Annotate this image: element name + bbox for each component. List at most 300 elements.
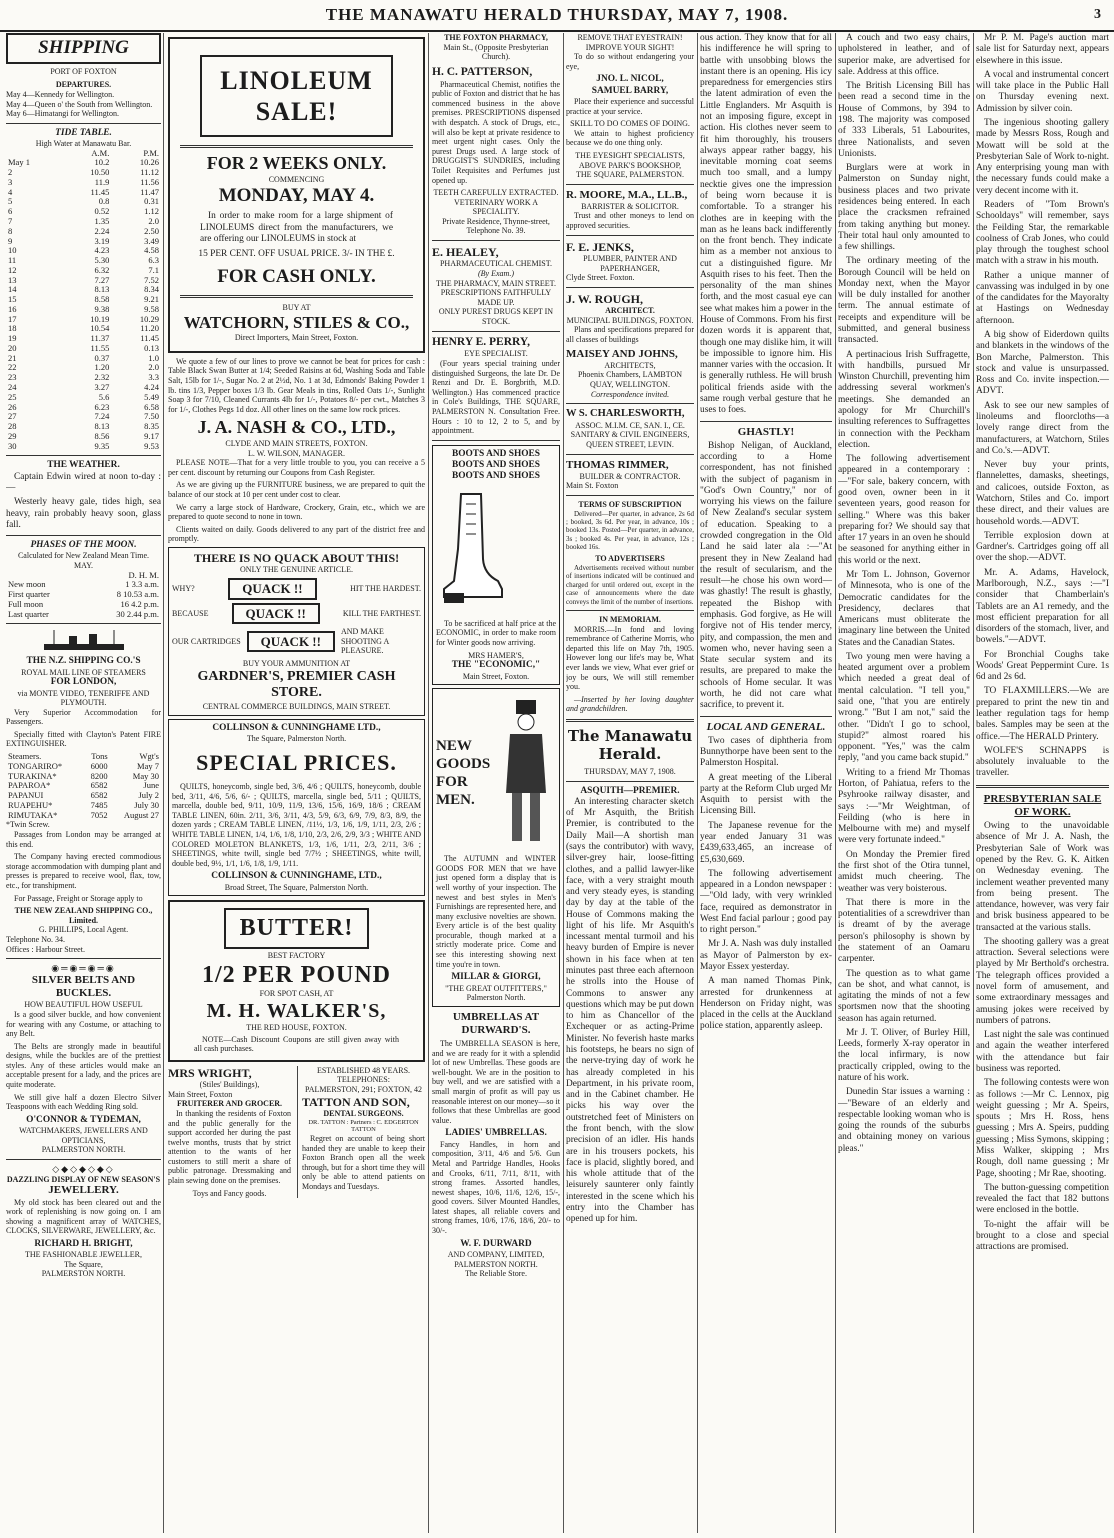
tide-row (6, 354, 161, 364)
column-3 (432, 33, 560, 1533)
news-item: A big show of Eiderdown quilts and blankets in the windows of the Bon Marche, Palmerston. This stock and value is unsurpassed. Ross and Co. invite inspection.—ADVT. (976, 330, 1109, 397)
presbyterian-body: Last night the sale was continued and again the weather interfered with the attendance but fair business was reported. (976, 1030, 1109, 1074)
durward-sub: AND COMPANY, LIMITED, (447, 1249, 545, 1259)
presbyterian-body: Owing to the unavoidable absence of Mr J. A. Nash, the Presbyterian Sale of Work was opened by the Rev. G. K. Aitken on Wednesday evening. The inclement weather prevented many from being present. The attendance, however, was very fair and brisk business appeared to be transacted at the various stalls. (976, 821, 1109, 933)
tide-cell: 18 (8, 323, 17, 334)
rimmer-name: THOMAS RIMMER, (566, 458, 669, 471)
tide-cell: 2.50 (144, 225, 159, 236)
news-item: A pertinacious Irish Suffragette, with handbills, pursued Mr Winston Churchill, preventing him addressing several workmen's meetings. She demanded an apology for Mr Churchill's insulting references to Suffragettes in connection with the Peckham election. (838, 349, 970, 450)
tide-cell: 8.13 (94, 284, 110, 295)
buy-ammunition: BUY YOUR AMMUNITION AT (242, 658, 351, 668)
charlesworth-name: W S. CHARLESWORTH, (566, 408, 685, 420)
steamer-row (6, 811, 161, 821)
wright-name: MRS WRIGHT, (168, 1065, 252, 1080)
memoriam-heading: IN MEMORIAM. (599, 615, 661, 624)
tide-cell: 17 (8, 313, 17, 324)
eye-intro: To do so without endangering your eye, (566, 52, 694, 71)
nash-note: As we are giving up the FURNITURE business, we are prepared to quit the balance of our stock at 10 per cent under cost to clear. (168, 480, 425, 499)
linoleum-ad (168, 37, 425, 353)
tide-cell: 1.12 (144, 206, 159, 217)
collinson-address: Broad Street, The Square, Palmerston North. (224, 882, 369, 892)
column-rule (973, 33, 974, 1533)
herald-date: THURSDAY, MAY 7, 1908. (584, 766, 676, 776)
tatton-partners: DR. TATTON : Partners : C. EDGERTON TATTON (308, 1118, 419, 1134)
eye-body: Place their experience and successful practice at your service. (566, 96, 694, 116)
tide-cell: 8.13 (94, 421, 110, 432)
wright-ad (168, 1066, 291, 1199)
rough-trade: ARCHITECT. (605, 306, 655, 316)
tide-row (6, 315, 161, 325)
durward-store: The Reliable Store. (465, 1269, 527, 1279)
news-item: WOLFE'S SCHNAPPS is absolutely invaluable to the traveller. (976, 745, 1109, 779)
news-item: Mr Tom L. Johnson, Governor of Minnesota, who is one of the Democratic candidates for the Presidency, declares that Americans must obliterate the imaginary line between the United States and the Canadian States. (838, 569, 970, 648)
tide-cell: 7 (8, 216, 13, 226)
tide-cell: 11 (8, 255, 17, 266)
perry-trade: EYE SPECIALIST. (464, 349, 528, 359)
linoleum-heading: LINOLEUM SALE! (200, 55, 393, 137)
veterinary-work: VETERINARY WORK A SPECIALITY. (454, 197, 538, 217)
oconnor-place: PALMERSTON NORTH. (41, 1145, 126, 1155)
shipping-logo: SHIPPING (6, 33, 161, 64)
tide-row (6, 432, 161, 442)
tide-row (6, 334, 161, 344)
steamer-header: Tons (91, 751, 108, 762)
commencing: COMMENCING (268, 174, 325, 184)
walker-note: NOTE—Cash Discount Coupons are still given away with all cash purchases. (194, 1034, 399, 1054)
healey-address: THE PHARMACY, MAIN STREET. (436, 278, 556, 288)
tide-cell: 9.53 (144, 440, 159, 451)
local-item: Mr J. A. Nash was duly installed as Mayor of Palmerston by ex-Mayor Essex yesterday. (700, 939, 832, 973)
news-item: TO FLAXMILLERS.—We are prepared to print the new tin and leather regulation tags for hemp bales. Samples may be seen at the office.—The HERALD Printery. (976, 686, 1109, 742)
tatton-telephones: TELEPHONES: (337, 1075, 390, 1085)
tide-cell: 3.19 (94, 235, 110, 246)
tide-cell: 7.1 (148, 264, 159, 275)
autumn-body: The AUTUMN and WINTER GOODS FOR MEN that we have just opened form a display that is well worthy of your inspection. The newest and best styles in Men's Furnishings are represented here, and many exclusive novelties are shown. Every article is of the best quality procurable, though marked at a strictly moderate price. Come and see this interesting showing next time you're in town. (436, 854, 556, 969)
news-item: The ordinary meeting of the Borough Council will be held on Monday next, when the Mayor will be duly installed for another term. The annual estimate of receipts and expenditure will be submitted, and general business transacted. (838, 256, 970, 346)
tide-row (6, 305, 161, 315)
bright-trade: THE FASHIONABLE JEWELLER, (25, 1250, 142, 1260)
moon-cell: 8 10.53 a.m. (116, 589, 159, 600)
advertisers-heading: TO ADVERTISERS (595, 554, 665, 564)
maisey-address: Phoenix Chambers, LAMBTON QUAY, WELLINGTON. (577, 370, 683, 389)
news-item: Rather a unique manner of canvassing was indulged in by one of the candidates for the Mayoralty at Hastings on Wednesday afternoon. (976, 270, 1109, 326)
tide-cell: 8.56 (94, 430, 110, 441)
advertisers-body: Advertisements received without number of insertions indicated will be continued and charged for until ordered out, except in the case of announcements where the date conveys the limit of the number of insertions. (566, 564, 694, 606)
asquith-body: An interesting character sketch of Mr Asquith, the British Premier, is contributed to the Daily Mail—A shortish man (says the contributor) with wavy, silver-grey hair, loose-fitting clothes, and a pallid lawyer-like face, with a very straight mouth and very steady eyes, is standing day by day at the table of the House of Commons making the light of his life. Mr Asquith's incessant mental turmoil and his heavy burden of Empire is never shown in his face when at ten minutes past three each afternoon he strolls into the House of Commons to answer any questions which may be put down to him as Chancellor of the Exchequer or as acting-Prime Minister. No feverish haste marks his footsteps, he bears no sign of the nerve-trying day of work he has already completed in his Department, in his private room, and in the Cabinet chamber. He picks his way over the outstretched feet of Ministers on the front bench, with the slow precision of an idler. His hands are in his trousers pockets, his face is placid, slightly bored, and his whole attitude that of the leisurely saunterer only faintly interested in the scene which his entry into the Chamber has opened up for him. (566, 796, 694, 1225)
tatton-telephone-numbers: PALMERSTON, 291; FOXTON, 42 (305, 1084, 422, 1094)
news-item: Never buy your prints, flannelettes, damasks, sheetings, and calicoes, outside Foxton, as Watchorn, Stiles and Co. import these direct, and their values are household words.—ADVT. (976, 460, 1109, 527)
moon-cell: 30 2.44 p.m. (116, 608, 159, 619)
tide-cell: 11.56 (140, 176, 159, 187)
jenks-name: F. E. JENKS, (566, 239, 634, 254)
tide-row (6, 197, 161, 207)
skill-motto: SKILL TO DO COMES OF DOING. (570, 119, 690, 129)
perry-body: (Four years special training under distinguished Surgeons, the late Dr. De Renzi and Dr. E. Borgbrith, M.D. Wellington.) Has commenced practice in Cole's Buildings, THE SQUARE, PALMERSTON N. Consultation Free. Hours : 10 to 12, 2 to 5, and by appointment. (432, 359, 560, 436)
tide-cell: 8.35 (144, 421, 159, 432)
tide-cell: 11.55 (90, 342, 110, 353)
tide-cell: 0.52 (94, 206, 110, 217)
tide-cell: 11.45 (140, 333, 159, 344)
nz-shipping-body: Specially fitted with Clayton's Patent FIRE EXTINGUISHER. (6, 729, 161, 749)
jewellery-heading: JEWELLERY. (48, 1184, 119, 1197)
boots-heading: BOOTS AND SHOES (451, 471, 541, 482)
rimmer-trade: BUILDER & CONTRACTOR. (579, 471, 681, 481)
tide-cell: 6.23 (94, 401, 110, 412)
tide-row (6, 207, 161, 217)
steamer-cell: RIMUTAKA* (8, 809, 58, 820)
terms-heading: TERMS OF SUBSCRIPTION (578, 499, 682, 509)
millar-name: MILLAR & GIORGI, (451, 972, 541, 983)
tide-row (6, 266, 161, 276)
news-item: Two young men were having a heated argument over a problem which needed a great deal of mental calculation. "I tell you," said one, "that you are entirely wrong." "But I am not," said the other. "Didn't I go to school, stupid?" almost roared his opponent. "Yes," was the calm reply, "and you came back stupid." (838, 651, 970, 764)
nz-shipping-title: THE N.Z. SHIPPING CO.'S (26, 656, 141, 667)
tide-cell: 25 (8, 391, 17, 402)
memoriam-body: MORRIS.—In fond and loving remembrance of Catherine Morris, who departed this life on May 7th, 1905. However long our life's may be, What ever lands we view, What ever grief or joy be ours, We will still remember you. (566, 624, 694, 692)
weather-heading: THE WEATHER. (47, 460, 120, 471)
nz-shipping-line: via MONTE VIDEO, TENERIFFE AND PLYMOUTH. (17, 688, 150, 708)
local-item: A great meeting of the Liberal party at the Reform Club urged Mr Asquith to persist with the Licensing Bill. (700, 772, 832, 817)
healey-drugs: ONLY PUREST DRUGS KEPT IN STOCK. (438, 307, 554, 327)
pharmacy-address: Main St., (Opposite Presbyterian Church). (443, 42, 549, 62)
local-general-heading: LOCAL AND GENERAL. (706, 720, 826, 733)
moon-subheading: Calculated for New Zealand Mean Time. (17, 551, 150, 561)
moon-cell: 1 3.3 a.m. (125, 579, 159, 590)
twin-screw-note: *Twin Screw. (6, 820, 50, 830)
tide-cell: 22 (8, 362, 17, 373)
tide-cell: 0.13 (144, 342, 159, 353)
tide-cell: 11.37 (90, 333, 110, 344)
tide-row (6, 422, 161, 432)
wright-toys: Toys and Fancy goods. (192, 1188, 267, 1198)
for-spot-cash: FOR SPOT CASH, AT (259, 989, 334, 999)
tide-header-cell: P.M. (143, 147, 159, 158)
jenks-address: Clyde Street. Foxton. (566, 273, 635, 283)
tide-cell: 11.12 (140, 167, 159, 178)
wright-address: Main Street, Foxton (168, 1089, 233, 1099)
two-weeks-heading: FOR 2 WEEKS ONLY. (206, 153, 387, 174)
tide-table (6, 149, 161, 452)
tide-cell: 8.34 (144, 284, 159, 295)
page-number: 3 (1094, 7, 1102, 22)
watchorn-name: WATCHORN, STILES & CO., (183, 312, 410, 332)
tide-cell: 4 (8, 186, 13, 197)
news-item: Mr P. M. Page's auction mart sale list for Saturday next, appears elsewhere in this issue. (976, 33, 1109, 66)
steamer-cell: TURAKINA* (8, 770, 57, 781)
departure-line: May 4—Queen o' the South from Wellington. (6, 99, 153, 109)
tide-cell: 11.47 (140, 186, 159, 197)
tide-table-heading: TIDE TABLE. (55, 127, 112, 138)
tide-row (6, 344, 161, 354)
asquith-continued: ous action. They know that for all his indifference he will spring to battle with unsobbing blows the instant there is an opening. His icy preparedness for emergencies stirs the latent admiration of even the Little Englanders. Mr Asquith is not an imposing figure, except in action. His clothes never seem to fit him thoroughly, his trousers always appear rather baggy, his inevitable morning coat seems much too small, and a lumpy necktie gives one the impression of being worn because it is comfortable. To a stranger his clothes are in keeping with the man as he leans back indifferently on the front bench. They indicate him as a member not anxious to cut a distinguished figure. Mr Asquith rises to his feet. Then the personality of the man shines forth, and the most casual eye can see what makes him a power in the House of Commons. From his first dozen words it is apparent that, though one may dislike him, it will be impossible to ignore him. His manner varies with the occasion. It is generally ruthless. He will brush political friends aside with the same rough verbal gesture that he uses to foes. (700, 33, 832, 416)
tide-cell: 2.24 (94, 225, 110, 236)
news-item: Writing to a friend Mr Thomas Horton, of Pahiatua, refers to the Psyhrooke railway disaster, and says :—"Mr Weightman, of Feilding (who is here in Melbourne with me) and myself were very fortunate indeed." (838, 767, 970, 846)
masthead (0, 0, 1114, 32)
new-goods-word: FOR (436, 774, 468, 791)
tide-cell: 11.20 (140, 323, 159, 334)
bright-address: The Square, (64, 1259, 103, 1269)
tide-row (6, 403, 161, 413)
collinson-name: COLLINSON & CUNNINGHAME LTD., (212, 722, 381, 733)
tide-row (6, 276, 161, 286)
presbyterian-body: The following contests were won as follows :—Mr C. Lennox, pig weight guessing ; Mr A. Speirs, spouts ; Mrs H. Ross, hens guessing ; Mrs A. Speirs, pudding guessing ; Miss Symons, skipping ; Miss Walker, skipping ; Mrs Rough, doll name guessing ; Mr Page, shooting ; Mr Rae, shooting. (976, 1078, 1109, 1179)
tide-row (6, 442, 161, 452)
gardner-name: GARDNER'S, PREMIER CASH STORE. (197, 668, 396, 701)
boots-heading: BOOTS AND SHOES (451, 448, 541, 459)
special-prices-body: QUILTS, honeycomb, single bed, 3/6, 4/6 ; QUILTS, honeycomb, double bed, 3/11, 4/6, 5/6, 6/- ; QUILTS, marcella, single bed, 5/11 ; QUILTS, marcella, double bed, 9/11, 10/9, 11/9, 13/6, 15/6, 16/9, 18/6 ; CREAM TABLE LINEN, 60in. 2/11, 3/6, 3/11, 4/3, 5/9, 6/3, 6/9, 7/9, 8/3, 8/9, the dozen yards ; CREAM TABLE LINEN, /11½, 1/3, 1/6, 1/9, 1/11, 2/3, 2/6 ; WHITE TABLE LINEN, 1/4, 1/6, 1/8, 1/10, 2/3, 2/6, 2/9, 3/3 ; WHITE AND COLORED MOLETON BLANKETS, 1/3, 1/6, 1/11, 2/3, 2/11, 3/6 ; SHEETINGS, white twill, single bed 7/7½ ; SHEETINGS, white twill, double bed, 9½, 1/1, 1/6, 1/8, 1/9, 1/11. (172, 781, 421, 868)
news-item: On Monday the Premier fired the first shot of the Otira tunnel, amidst much cheering. The weather was very boisterous. (838, 849, 970, 894)
percent-off: 15 PER CENT. OFF USUAL PRICE. 3/- IN THE £. (198, 249, 395, 260)
jewellery-body: My old stock has been cleared out and the work of replenishing is now going on. I am showing a magnificent array of WATCHES, CLOCKS, SILVERWARE, JEWELLERY, &c. (6, 1197, 161, 1236)
local-item: A man named Thomas Pink, arrested for drunkenness at Henderson on Friday night, was placed in the cells at the Auckland police station, apparently asleep. (700, 976, 832, 1032)
news-item: The question as to what game can be shot, and what cannot, is agitating the minds of not a few sportsmen now that the shooting season has again returned. (838, 968, 970, 1024)
news-item: Burglars were at work in Palmerston on Sunday night, business places and two private residences being entered. In each place the cracksmen refrained from taking anything but money. Their total haul only amounted to a few shillings. (838, 163, 970, 253)
steamer-cell: 6582 (90, 780, 108, 791)
steamer-cell: PAPANUI (8, 790, 44, 801)
herald-title: The Manawatu Herald. (567, 726, 693, 763)
tide-cell: 10.50 (90, 167, 110, 178)
boots-heading: BOOTS AND SHOES (451, 460, 541, 471)
tide-cell: 6 (8, 206, 13, 217)
tide-cell: 13 (8, 274, 17, 285)
tide-cell: 7.27 (94, 274, 110, 285)
nash-address: CLYDE AND MAIN STREETS, FOXTON. (225, 439, 368, 449)
tide-cell: 2.0 (148, 216, 159, 226)
gardner-address: CENTRAL COMMERCE BUILDINGS, MAIN STREET. (202, 702, 391, 712)
tide-table-subheading: High Water at Manawatu Bar. (35, 139, 132, 149)
silver-body: We still give half a dozen Electro Silver Teaspoons with each Wedding Ring sold. (6, 1092, 161, 1112)
column-rule (835, 33, 836, 1533)
weather-text: Westerly heavy gale, tides high, sea heavy, rain probably heavy soon, glass fall. (6, 497, 161, 530)
news-item: Mr J. T. Oliver, of Burley Hill, Leeds, formerly X-ray operator in the local infirmary, is now practically crippled, owing to the nature of his work. (838, 1027, 970, 1084)
quack-right: KILL THE FARTHEST. (342, 608, 421, 618)
presbyterian-body: The button-guessing competition revealed the fact that 182 buttons were enclosed in the bottle. (976, 1182, 1109, 1216)
ghastly-heading: GHASTLY! (737, 425, 795, 438)
tide-cell: 1.20 (94, 362, 110, 373)
nash-intro: We quote a few of our lines to prove we cannot be beat for prices for cash : Table Black Swan Butter at 1/4; Seeded Raisins at 6d, Washing Soda and Table Salt, 15lb for 1/-, Sugar No. 2 at 2½d, No. 1 at 3d, Edmonds' Baking Powder 1 lb. tins 1/3, Pepper boxes 1/3 lb. Gear Meals in tins, Rolled Oats 1/-, Sunlight Soap 3 for 7/10, Cleaned Currants 4lb for 1/-, Potatoes 8/- per cwt., Matches 3 for 1/-, Clothes Pegs 1d doz. All other lines on the same low rock prices. (168, 356, 425, 414)
collinson-address: The Square, Palmerston North. (246, 733, 347, 743)
new-goods-ad (432, 688, 560, 1007)
charlesworth-trade: ASSOC. M.I.M. CE, SAN. I., CE. SANITARY & CIVIL ENGINEERS, (570, 420, 690, 440)
tide-row (6, 256, 161, 266)
monday-heading: MONDAY, MAY 4. (218, 184, 375, 206)
tide-row (6, 373, 161, 383)
silver-subheading: HOW BEAUTIFUL HOW USEFUL (24, 1000, 143, 1010)
departure-line: May 6—Himatangi for Wellington. (6, 109, 119, 119)
news-item: The following advertisement appeared in a contemporary :—"For sale, bakery concern, with good oven, owner been in it seventeen years, good reason for selling." Where was this baker preparing for? We should say that after 17 years in an oven he should be seasoned for anything either in this world or the next. (838, 454, 970, 566)
dazzling-heading: DAZZLING DISPLAY OF NEW SEASON'S (6, 1174, 161, 1184)
tide-cell: 11.9 (94, 176, 110, 187)
column-4 (566, 33, 694, 1533)
tide-cell: 0.8 (98, 196, 110, 207)
tide-cell: 3.3 (148, 372, 159, 383)
departures-heading: DEPARTURES. (55, 80, 112, 90)
moore-body: Trust and other moneys to lend on approved securities. (566, 211, 694, 231)
quack-left: WHY? (172, 583, 195, 593)
maisey-name: MAISEY AND JOHNS, (566, 347, 678, 360)
quack-box: QUACK !! (247, 631, 335, 653)
moon-cell: New moon (8, 579, 46, 590)
tide-cell: 30 (8, 440, 17, 451)
rough-body: Plans and specifications prepared for all classes of buildings (566, 325, 694, 344)
tide-cell: 29 (8, 430, 17, 441)
rimmer-address: Main St. Foxton (566, 481, 619, 491)
quack-subheading: ONLY THE GENUINE ARTICLE. (240, 565, 353, 575)
tide-row (6, 295, 161, 305)
healey-exam: (By Exam.) (478, 269, 514, 279)
tide-cell: 6.3 (148, 255, 159, 266)
tatton-body: Regret on account of being short handed they are unable to keep their Foxton Branch open all the week through, but for a short time they will only be able to attend patients on Mondays and Tuesdays. (302, 1134, 425, 1192)
silver-heading: SILVER BELTS AND BUCKLES. (31, 973, 136, 1000)
sacrificed-body: To be sacrificed at half price at the ECONOMIC, in order to make room for Winter goods now arriving. (436, 618, 556, 648)
tide-cell: 26 (8, 401, 17, 412)
watchorn-address: Direct Importers, Main Street, Foxton. (234, 333, 359, 343)
tide-cell: 23 (8, 372, 17, 383)
moon-cell: Full moon (8, 598, 44, 609)
collinson-name: COLLINSON & CUNNINGHAME, LTD., (211, 871, 382, 882)
tide-cell: 8.58 (94, 294, 110, 305)
quack-box: QUACK !! (232, 603, 320, 625)
tide-row (6, 237, 161, 247)
tide-cell: May 1 (8, 157, 30, 168)
nash-name: J. A. NASH & CO., LTD., (197, 417, 396, 438)
column-6 (838, 33, 970, 1533)
tide-cell: 9.35 (94, 440, 110, 451)
news-item: Dunedin Star issues a warning :—"Beware of an elderly and respectable looking woman who is going the rounds of the suburbs and obtaining money on various pleas." (838, 1087, 970, 1154)
eyesight-address: ABOVE PARK'S BOOKSHOP, (578, 160, 682, 170)
tide-cell: 7.24 (94, 411, 110, 422)
tide-row (6, 412, 161, 422)
local-item: The Japanese revenue for the year ended January 31 was £439,633,465, an increase of £5,630,669. (700, 820, 832, 865)
nash-manager: L. W. WILSON, MANAGER. (248, 448, 345, 458)
butter-ad (168, 900, 425, 1062)
steamer-cell: May 30 (132, 770, 159, 781)
steamer-cell: 7485 (90, 799, 108, 810)
quack-heading: THERE IS NO QUACK ABOUT THIS! (193, 550, 400, 565)
presbyterian-body: To-night the affair will be brought to a close and special attractions are promised. (976, 1219, 1109, 1253)
tide-row (6, 324, 161, 334)
tide-cell: 10.26 (139, 157, 159, 168)
news-item: Ask to see our new samples of linoleums and floorcloths—a lovely range direct from the manufacturers, at Watchorn, Stiles and Co.'s.—ADVT. (976, 400, 1109, 456)
tide-cell: 4.23 (94, 245, 110, 256)
presbyterian-heading: PRESBYTERIAN SALE OF WORK. (983, 792, 1102, 818)
tide-cell: 5.49 (144, 391, 159, 402)
masthead-title: THE MANAWATU HERALD THURSDAY, MAY 7, 1908. (325, 5, 789, 24)
eyestrain-heading: REMOVE THAT EYESTRAIN! IMPROVE YOUR SIGHT! (577, 33, 683, 52)
rough-name: J. W. ROUGH, (566, 291, 644, 306)
best-factory: BEST FACTORY (267, 950, 326, 960)
walker-address: THE RED HOUSE, FOXTON. (246, 1022, 347, 1032)
shipping-body: For Passage, Freight or Storage apply to (14, 893, 143, 903)
moon-table (6, 571, 161, 620)
patterson-body: Pharmaceutical Chemist, notifies the public of Foxton and district that he has commenced business in the above premises. PRESCRIPTIONS dispensed with despatch. A stock of Drugs, etc., will also be kept at private residence to meet urgent night cases. Only the purest Drugs used. A large stock of DRUGGIST'S SUNDRIES, including Toilet Requisites and Perfumes just opened up. (432, 79, 560, 185)
tide-cell: 1.35 (94, 216, 110, 226)
tide-cell: 10.54 (90, 323, 110, 334)
nicol-name: JNO. L. NICOL, (596, 74, 664, 85)
terms-body: Delivered—Per quarter, in advance, 2s 6d ; booked, 3s 6d. Per year, in advance, 10s ; booked 13s. Posted—Per quarter, in advance, 3s ; booked 4s. Per year, in advance, 12s ; booked 16s. (566, 509, 694, 552)
local-agent: G. PHILLIPS, Local Agent. (38, 925, 129, 935)
eyesight-specialists: THE EYESIGHT SPECIALISTS, (575, 150, 685, 160)
healey-name: E. HEALEY, (432, 245, 499, 260)
tide-row (6, 383, 161, 393)
pharmacy-heading: THE FOXTON PHARMACY, (444, 33, 548, 42)
bright-name: RICHARD H. BRIGHT, (34, 1238, 133, 1249)
nash-note: Clients waited on daily. Goods delivered to any part of the district free and promptly. (168, 524, 425, 544)
ladies-body: Fancy Handles, in horn and composition, 3/11, 4/6 and 5/6. Gun Metal and Partridge Handles, Hooks and Crooks, 6/11, 7/11, 8/11, with strong frames. Assorted handles, newest shapes, 10/6, 11/6, 12/6, 15/-, good covers. Silver Mounted Handles, latest shapes, all reliable covers and strong frames, 10/6, 17/6, 18/6, 20/- to 30/-. (432, 1139, 560, 1236)
tide-cell: 5.30 (94, 255, 110, 266)
moon-cell: 16 4.2 p.m. (120, 598, 159, 609)
rough-address: MUNICIPAL BUILDINGS, FOXTON. (566, 315, 694, 325)
walker-name: M. H. WALKER'S, (206, 999, 387, 1022)
patterson-name: H. C. PATTERSON, (432, 65, 533, 78)
nash-note: We carry a large stock of Hardware, Crockery, Grain, etc., which we are prepared to quote second to none in town. (168, 502, 425, 522)
mrs-hamer: MRS HAMER'S, (468, 650, 524, 660)
steamer-cell: July 30 (134, 799, 159, 810)
port-heading: PORT OF FOXTON (50, 66, 117, 76)
news-item: A vocal and instrumental concert will take place in the Public Hall on Thursday evening next. Admission by silver coin. (976, 69, 1109, 114)
tide-cell: 28 (8, 421, 17, 432)
jenks-trade: PLUMBER, PAINTER AND PAPERHANGER, (583, 254, 677, 273)
steamer-header: Wgt's (139, 751, 159, 762)
tide-cell: 3 (8, 176, 13, 187)
news-item: The ingenious shooting gallery made by Messrs Ross, Rough and Mowatt will be sold at the Presbyterian Sale of Work to-night. Any enterprising young man with the necessary funds could make a very decent income with it. (976, 117, 1109, 196)
moore-name: R. MOORE, M.A., LL.B., (566, 188, 688, 201)
oconnor-trade: WATCHMAKERS, JEWELLERS AND OPTICIANS, (19, 1126, 148, 1145)
wright-sub: (Stiles' Buildings), (199, 1080, 260, 1090)
presbyterian-body: The shooting gallery was a great attraction. Several selections were played by Mr Berthold's orchestra. The telegraph offices provided a novel form of amusement, and some extraordinary messages and amusing jokes were received by numbers of patrons. (976, 936, 1109, 1026)
steamer-cell: May 7 (137, 760, 159, 771)
tide-cell: 3.49 (144, 235, 159, 246)
tide-cell: 9.58 (144, 303, 159, 314)
maisey-trade: ARCHITECTS, (604, 360, 656, 370)
outfitters: "THE GREAT OUTFITTERS," (445, 983, 547, 993)
steamer-header: Steamers. (8, 751, 42, 762)
steamship-icon (34, 628, 134, 654)
tide-row (6, 168, 161, 178)
tide-cell: 8 (8, 225, 13, 236)
economic-address: Main Street, Foxton. (462, 671, 530, 681)
quack-left: BECAUSE (172, 608, 209, 618)
vet-address: Private Residence, Thynne-street, Telephone No. 39. (442, 216, 550, 236)
umbrella-body: The UMBRELLA SEASON is here, and we are ready for it with a splendid lot of new Umbrellas. These goods are well-bought. We are in the position to buy well, and we are satisfied with a small margin of profit as will pay us reasonable interest on our money—so it follows that these Umbrellas are good value. (432, 1039, 560, 1125)
column-5 (700, 33, 832, 1533)
eye-body: We attain to highest proficiency because we do one thing only. (566, 128, 694, 148)
moon-month: MAY. (74, 560, 93, 570)
new-goods-word: MEN. (436, 792, 475, 809)
tide-cell: 4.24 (144, 382, 159, 393)
steamer-cell: 6000 (90, 760, 108, 771)
tatton-established: ESTABLISHED 48 YEARS. (316, 1065, 411, 1075)
tide-cell: 7.50 (144, 411, 159, 422)
charlesworth-address: QUEEN STREET, LEVIN. (586, 439, 674, 449)
cash-only-heading: FOR CASH ONLY. (217, 266, 376, 288)
boots-ad (432, 445, 560, 685)
nz-shipping-line: FOR LONDON, (50, 677, 117, 688)
tide-row (6, 285, 161, 295)
quack-right: AND MAKE SHOOTING A PLEASURE. (341, 627, 389, 656)
price-per-pound: 1/2 PER POUND (202, 961, 391, 988)
quack-right: HIT THE HARDEST. (350, 583, 421, 593)
quack-ad (168, 547, 425, 716)
asquith-heading: ASQUITH—PREMIER. (580, 785, 680, 796)
tide-cell: 19 (8, 333, 17, 344)
economic-name: THE "ECONOMIC," (451, 660, 541, 671)
steamer-cell: July 2 (138, 790, 159, 801)
tide-cell: 2.0 (148, 362, 159, 373)
wright-body: In thanking the residents of Foxton and the public generally for the support accorded her during the past twelve months, trusts that by strict attention to the wants of her customers to still merit a share of public patronage. Dressmaking and plain sewing done on the premises. (168, 1108, 291, 1186)
column-2 (168, 33, 425, 1533)
new-goods-word: GOODS (436, 756, 491, 773)
boot-icon (436, 489, 506, 609)
